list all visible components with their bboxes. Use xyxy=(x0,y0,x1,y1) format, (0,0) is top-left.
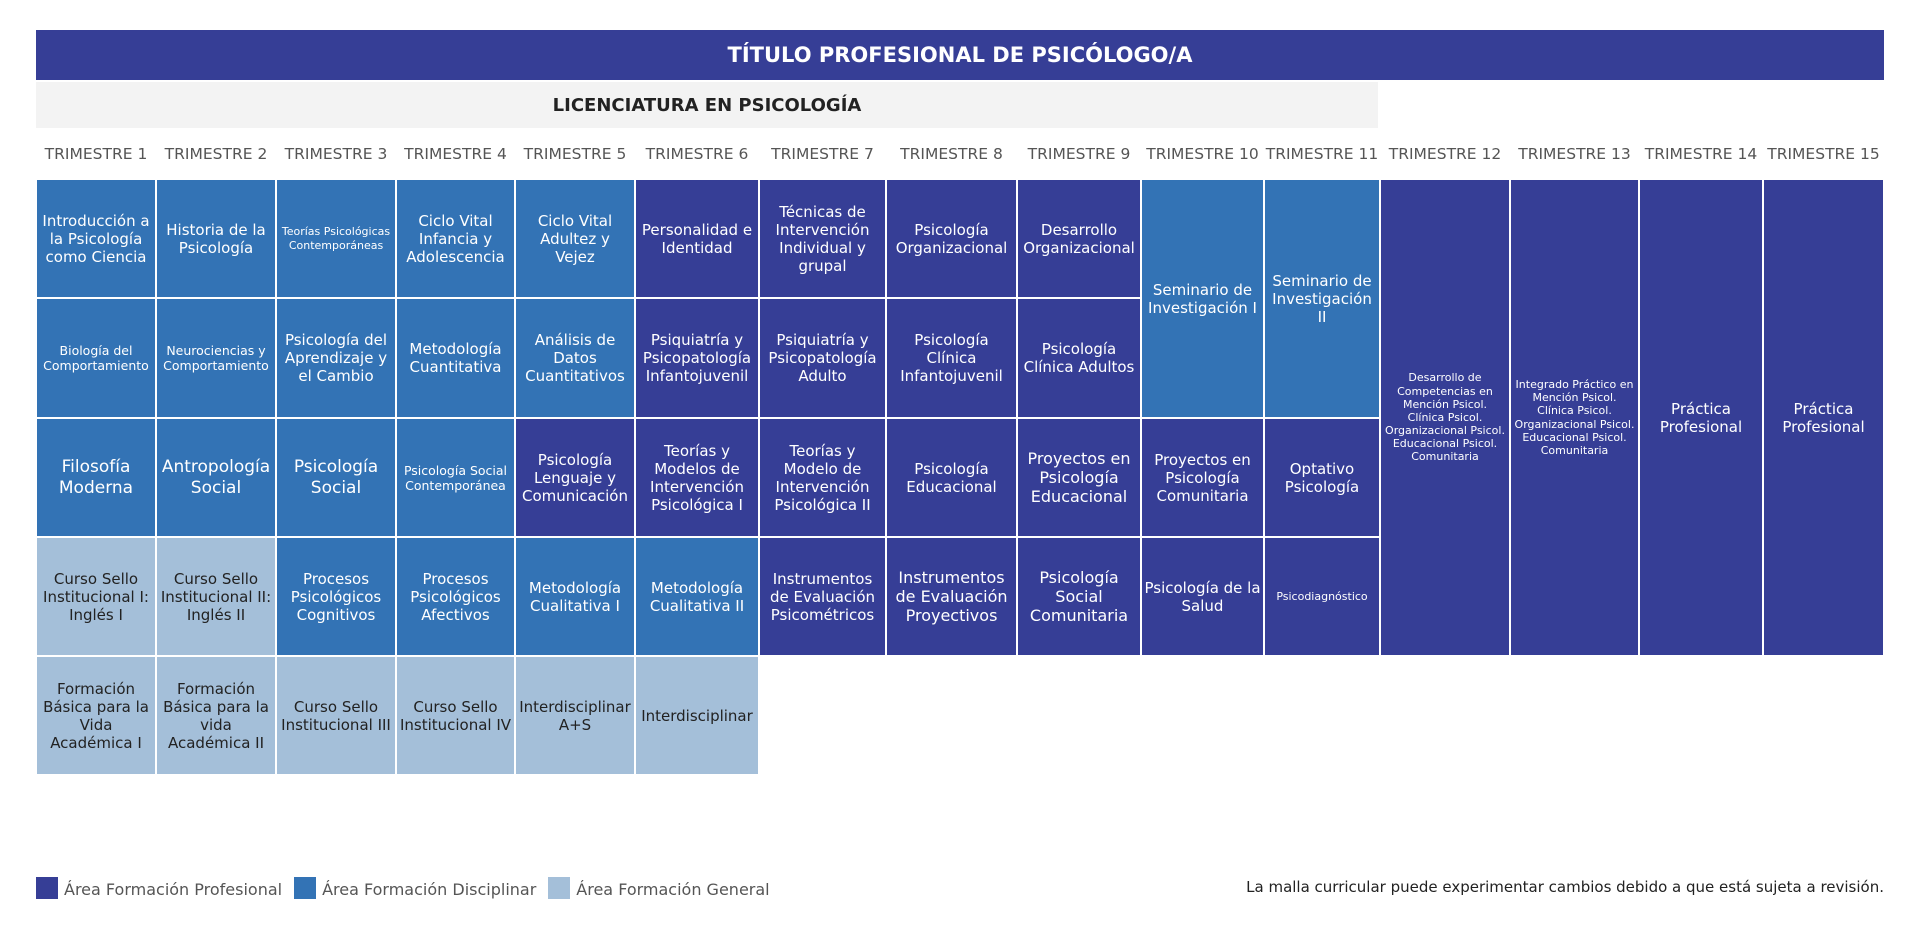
course-cell: Instrumentos de Evaluación Psicométricos xyxy=(759,537,886,656)
course-cell: Personalidad e Identidad xyxy=(635,179,759,298)
course-cell: Psicología Clínica Adultos xyxy=(1017,298,1141,418)
trimester-header-9: TRIMESTRE 9 xyxy=(1027,145,1131,163)
trimester-header-11: TRIMESTRE 11 xyxy=(1265,145,1379,163)
course-cell: Psicología del Aprendizaje y el Cambio xyxy=(276,298,396,418)
trimester-header-3: TRIMESTRE 3 xyxy=(284,145,388,163)
course-cell: Psicología Social Contemporánea xyxy=(396,418,515,537)
course-cell: Teorías Psicológicas Contemporáneas xyxy=(276,179,396,298)
course-cell: Técnicas de Intervención Individual y grupal xyxy=(759,179,886,298)
swatch-disciplinar xyxy=(294,877,316,899)
course-cell: Psiquiatría y Psicopatología Infantojuvenil xyxy=(635,298,759,418)
course-cell: Práctica Profesional xyxy=(1639,179,1763,656)
course-cell: Psicología Social xyxy=(276,418,396,537)
trimester-header-12: TRIMESTRE 12 xyxy=(1388,145,1502,163)
swatch-profesional xyxy=(36,877,58,899)
revision-note: La malla curricular puede experimentar cambios debido a que está sujeta a revisión. xyxy=(1246,878,1884,896)
course-cell: Metodología Cualitativa II xyxy=(635,537,759,656)
course-cell: Desarrollo de Competencias en Mención Psicol. Clínica Psicol. Organizacional Psicol. Educacional Psicol. Comunitaria xyxy=(1380,179,1510,656)
legend-item-profesional xyxy=(36,877,282,899)
trimester-header-4: TRIMESTRE 4 xyxy=(404,145,507,163)
course-cell: Psiquiatría y Psicopatología Adulto xyxy=(759,298,886,418)
legend-label: Área Formación General xyxy=(576,880,770,899)
course-cell: Curso Sello Institucional IV xyxy=(396,656,515,775)
course-cell: Psicología Clínica Infantojuvenil xyxy=(886,298,1017,418)
trimester-header-8: TRIMESTRE 8 xyxy=(900,145,1003,163)
trimester-header-2: TRIMESTRE 2 xyxy=(164,145,268,163)
degree-title: TÍTULO PROFESIONAL DE PSICÓLOGO/A xyxy=(36,30,1884,80)
course-cell: Teorías y Modelos de Intervención Psicológica I xyxy=(635,418,759,537)
trimester-header-1: TRIMESTRE 1 xyxy=(44,145,148,163)
course-cell: Análisis de Datos Cuantitativos xyxy=(515,298,635,418)
course-cell: Ciclo Vital Adultez y Vejez xyxy=(515,179,635,298)
program-subtitle: LICENCIATURA EN PSICOLOGÍA xyxy=(36,82,1378,128)
course-cell: Psicología Organizacional xyxy=(886,179,1017,298)
legend-label: Área Formación Disciplinar xyxy=(322,880,537,899)
course-cell: Metodología Cualitativa I xyxy=(515,537,635,656)
swatch-general xyxy=(548,877,570,899)
legend-label: Área Formación Profesional xyxy=(64,880,283,899)
trimester-header-13: TRIMESTRE 13 xyxy=(1518,145,1631,163)
legend xyxy=(36,876,782,900)
trimester-header-15: TRIMESTRE 15 xyxy=(1767,145,1880,163)
course-cell: Procesos Psicológicos Cognitivos xyxy=(276,537,396,656)
course-cell: Práctica Profesional xyxy=(1763,179,1884,656)
course-cell: Curso Sello Institucional I: Inglés I xyxy=(36,537,156,656)
course-cell: Interdisciplinar xyxy=(635,656,759,775)
course-cell: Psicología Educacional xyxy=(886,418,1017,537)
course-cell: Integrado Práctico en Mención Psicol. Clínica Psicol. Organizacional Psicol. Educacional Psicol. Comunitaria xyxy=(1510,179,1639,656)
course-cell: Neurociencias y Comportamiento xyxy=(156,298,276,418)
course-cell: Introducción a la Psicología como Ciencia xyxy=(36,179,156,298)
course-cell: Desarrollo Organizacional xyxy=(1017,179,1141,298)
course-cell: Psicodiagnóstico xyxy=(1264,537,1380,656)
course-cell: Filosofía Moderna xyxy=(36,418,156,537)
course-cell: Procesos Psicológicos Afectivos xyxy=(396,537,515,656)
course-cell: Metodología Cuantitativa xyxy=(396,298,515,418)
trimester-header-5: TRIMESTRE 5 xyxy=(523,145,627,163)
course-cell: Curso Sello Institucional III xyxy=(276,656,396,775)
course-cell: Psicología Lenguaje y Comunicación xyxy=(515,418,635,537)
course-cell: Proyectos en Psicología Comunitaria xyxy=(1141,418,1264,537)
course-cell: Instrumentos de Evaluación Proyectivos xyxy=(886,537,1017,656)
course-cell: Historia de la Psicología xyxy=(156,179,276,298)
course-cell: Psicología de la Salud xyxy=(1141,537,1264,656)
course-cell: Antropología Social xyxy=(156,418,276,537)
course-cell: Teorías y Modelo de Intervención Psicológica II xyxy=(759,418,886,537)
legend-item-general xyxy=(548,877,769,899)
trimester-header-14: TRIMESTRE 14 xyxy=(1644,145,1758,163)
course-cell: Ciclo Vital Infancia y Adolescencia xyxy=(396,179,515,298)
course-cell: Psicología Social Comunitaria xyxy=(1017,537,1141,656)
trimester-header-7: TRIMESTRE 7 xyxy=(771,145,874,163)
trimester-header-10: TRIMESTRE 10 xyxy=(1146,145,1259,163)
course-cell: Formación Básica para la vida Académica II xyxy=(156,656,276,775)
course-cell: Proyectos en Psicología Educacional xyxy=(1017,418,1141,537)
course-cell: Seminario de Investigación I xyxy=(1141,179,1264,418)
trimester-header-6: TRIMESTRE 6 xyxy=(645,145,749,163)
course-cell: Seminario de Investigación II xyxy=(1264,179,1380,418)
course-cell: Biología del Comportamiento xyxy=(36,298,156,418)
course-cell: Formación Básica para la Vida Académica I xyxy=(36,656,156,775)
course-cell: Curso Sello Institucional II: Inglés II xyxy=(156,537,276,656)
course-cell: Optativo Psicología xyxy=(1264,418,1380,537)
course-cell: Interdisciplinar A+S xyxy=(515,656,635,775)
legend-item-disciplinar xyxy=(294,877,536,899)
